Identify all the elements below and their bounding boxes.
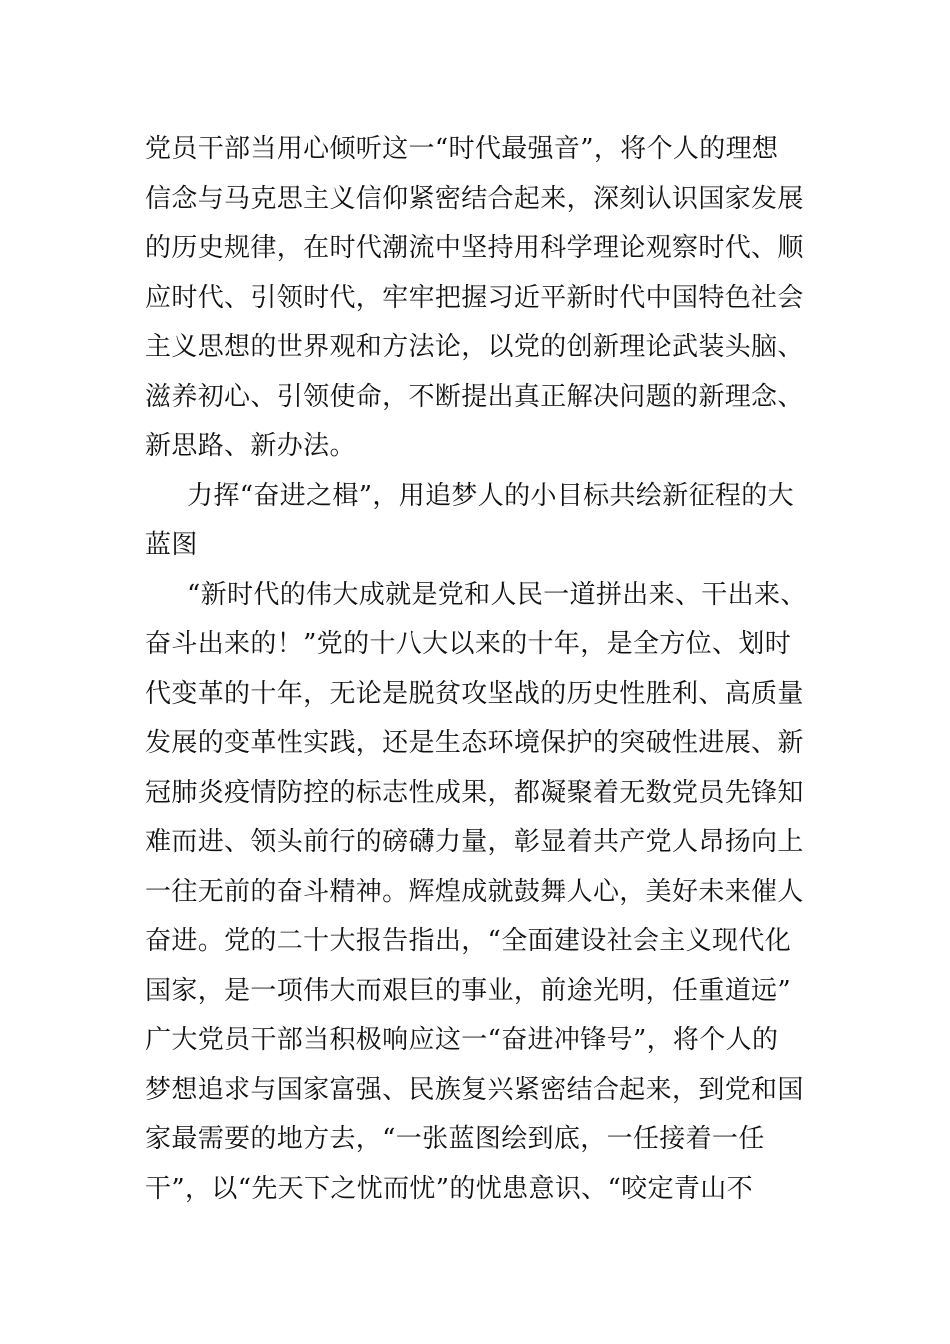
text-line: 的历史规律，在时代潮流中坚持用科学理论观察时代、顺 [145,233,804,263]
text-line: 主义思想的世界观和方法论，以党的创新理论武装头脑、 [145,332,804,362]
text-line: 梦想追求与国家富强、民族复兴紧密结合起来，到党和国 [145,1074,804,1105]
document-body [145,125,807,1214]
text-line: 发展的变革性实践，还是生态环境保护的突破性进展、新 [145,728,804,758]
text-line: 一往无前的奋斗精神。辉煌成就鼓舞人心，美好未来催人 [145,876,804,907]
text-line: 家最需要的地方去，“一张蓝图绘到底，一任接着一任 [145,1124,765,1154]
text-line: 滋养初心、引领使命，不断提出真正解决问题的新理念、 [145,381,804,412]
text-line: 广大党员干部当积极响应这一“奋进冲锋号”，将个人的 [145,1025,779,1055]
text-line: 奋进。党的二十大报告指出，“全面建设社会主义现代化 [145,926,792,956]
text-line: 信念与马克思主义信仰紧密结合起来，深刻认识国家发展 [145,183,804,214]
text-line: “新时代的伟大成就是党和人民一道拼出来、干出来、 [187,579,807,610]
text-line: 冠肺炎疫情防控的标志性成果，都凝聚着无数党员先锋知 [145,777,804,808]
text-line: 党员干部当用心倾听这一“时代最强音”，将个人的理想 [145,134,779,164]
text-line: 干”，以“先天下之忧而忧”的忧患意识、“咬定青山不 [145,1173,753,1204]
text-line: 难而进、领头前行的磅礴力量，彰显着共产党人昂扬向上 [145,827,804,857]
text-line: 代变革的十年，无论是脱贫攻坚战的历史性胜利、高质量 [145,678,804,709]
text-line: 新思路、新办法。 [145,431,356,461]
section-heading-line: 力挥“奋进之楫”，用追梦人的小目标共绘新征程的大 [187,480,794,511]
text-line: 应时代、引领时代，牢牢把握习近平新时代中国特色社会 [145,282,804,313]
text-line: 国家，是一项伟大而艰巨的事业，前途光明，任重道远” [145,975,792,1006]
text-line: 奋斗出来的！”党的十八大以来的十年，是全方位、划时 [145,629,792,659]
section-heading-line: 蓝图 [145,530,198,560]
